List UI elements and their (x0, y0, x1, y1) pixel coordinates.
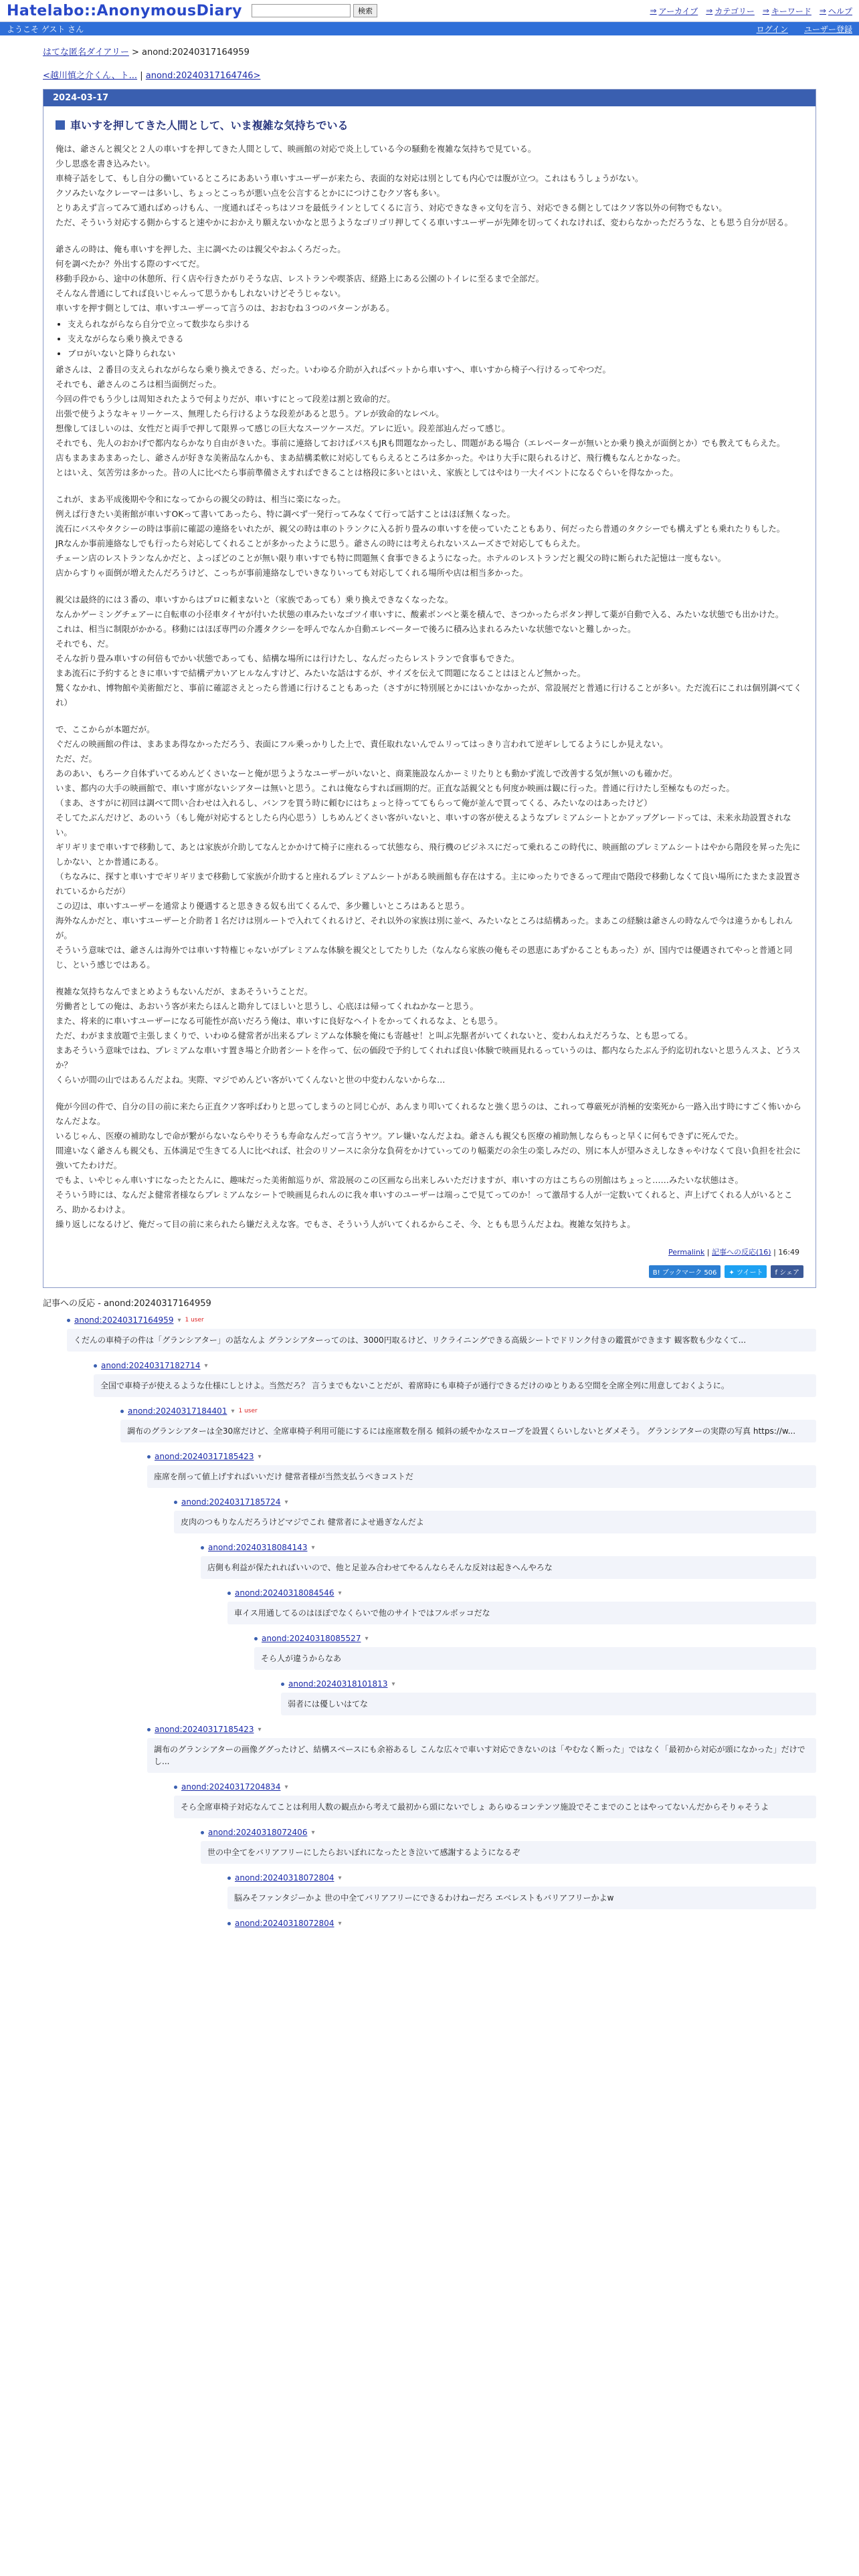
article-paragraph: 海外なんかだと、車いすユーザーと介助者１名だけは別ルートで入れてくれるけど、それ以外の家族は別に並べ、みたいなところは結構あった。まあこの経験は爺さんの時なんで今は違うかもしれんが。 (56, 916, 793, 940)
register-link[interactable]: ユーザー登録 (803, 24, 852, 34)
bullet-icon (281, 1683, 284, 1686)
article-paragraph: そんな折り畳み車いすの何倍もでかい状態であっても、結構な場所には行けたし、なんだったらレストランで食事もできた。 (56, 653, 520, 663)
article-paragraph: これが、まあ平成後期や令和になってからの親父の時は、相当に楽になった。 (56, 494, 346, 504)
login-link[interactable]: ログイン (756, 24, 788, 34)
reaction-link[interactable]: anond:20240317184401 (128, 1406, 227, 1416)
article-paragraph: それでも、だ。 (56, 639, 114, 649)
reaction-title (254, 1631, 816, 1646)
article-paragraph: 車椅子話をして、もし自分の働いているところにああいう車いすユーザーが来たら、表面的な対応は別としても内心では腹が立つ。これはもうしょうがない。 (56, 173, 644, 183)
article-paragraph: チェーン店のレストランなんかだと、よっぽどのことが無い限り車いすでも特に問題無く食事できるようになった。ホテルのレストランだと親父の時に断られた記憶は一度もない。 (56, 553, 727, 563)
collapse-icon[interactable]: ▾ (338, 1589, 342, 1597)
bullet-icon (94, 1364, 97, 1368)
bullet-icon (227, 1592, 231, 1595)
bullet-icon (254, 1637, 258, 1640)
reaction-tree (0, 1313, 859, 1931)
reaction-title (147, 1722, 816, 1737)
collapse-icon[interactable]: ▾ (258, 1725, 262, 1733)
article-paragraph: 複雑な気持ちなんでまとめようもないんだが、まあそういうことだ。 (56, 986, 313, 996)
reaction-link[interactable]: anond:20240318101813 (288, 1679, 388, 1689)
article-paragraph: でもよ、いやじゃん車いすになったとたんに、趣味だった美術館巡りが、常設展のこの区画なら出来しみいただけますが、車いすの方はこちらの別館はちょっと……みたいな状態はさ。 (56, 1175, 743, 1185)
collapse-icon[interactable]: ▾ (311, 1543, 315, 1551)
article-bullet: • 支えながらなら乗り換えできる (68, 332, 803, 346)
reaction-title (174, 1780, 816, 1794)
archive-link[interactable] (650, 5, 698, 17)
article-paragraph: （まあ、さすがに初回は調べて問い合わせは入れるし、バンフを買う時に頼むにはちょっと待っててもらって俺が並んで買ってくる、みたいなのはあったけど） (56, 798, 652, 808)
article-title (56, 117, 803, 132)
tweet-label: ツイート (736, 1269, 763, 1277)
keyword-link-label: キーワード (771, 6, 812, 16)
reaction-excerpt: 座席を削って値上げすればいいだけ 健常者様が当然支払うべきコストだ (147, 1465, 816, 1488)
article-paragraph: 少し思惑を書き込みたい。 (56, 158, 155, 169)
article (43, 106, 816, 1237)
article-paragraph: 出張で使うようなキャリーケース、無理したら行けるような段差があると思う。アレが致命的なレベル。 (56, 409, 444, 419)
hatena-bookmark-button[interactable]: B! ブックマーク 506 (649, 1265, 721, 1278)
reaction-title (227, 1916, 816, 1931)
reaction-excerpt: そら全席車椅子対応なんてことは利用人数の観点から考えて最初から頭にないでしょ あらゆるコンテンツ施設でそこまでのことはやってないんだからそりゃそうよ (174, 1796, 816, 1818)
breadcrumb-root[interactable]: はてな匿名ダイアリー (43, 47, 129, 58)
article-paragraph: そういう時には、なんだよ健常者様ならプレミアムなシートで映画見られんのに我々車いすのユーザーは端っこで見てってのか！って激昂する人が一定数いてくれると、声上げてくれる人がいるところ、助かるわけよ。 (56, 1190, 793, 1214)
bullet-icon (120, 1410, 124, 1413)
collapse-icon[interactable]: ▾ (365, 1634, 369, 1642)
article-paragraph: （ちなみに、探すと車いすでギリギリまで移動して家族が介助すると座れるプレミアムシートがある映画館も存在はする。主にゆったりできるって理由で階段で移動しなくて良い場所にたまたま設置されているからだが） (56, 871, 801, 896)
article-paragraph: ただ、だ。 (56, 754, 97, 764)
reaction-title (201, 1825, 816, 1840)
bird-icon: ✦ (729, 1269, 737, 1277)
category-link-label: カテゴリー (714, 6, 755, 16)
collapse-icon[interactable]: ▾ (284, 1783, 288, 1791)
article-paragraph: これは、相当に制限がかかる。移動にはほぼ専門の介護タクシーを呼んでなんか自動エレベーターで後ろに積み込まれるみたいな状態でないと難しかった。 (56, 624, 636, 634)
arrow-icon: ⇒ (650, 6, 657, 15)
reaction-node (227, 1586, 816, 1624)
archive-link-label: アーカイブ (658, 6, 698, 16)
article-paragraph: くらいが間の山ではあるんだよね。実際、マジでめんどい客がいてくんないと世の中変わんないからな… (56, 1075, 446, 1085)
article-paragraph: 想像してほしいのは、女性だと両手で押して限界って感じの巨大なスーツケースだ。アレに近い。段差部辿んだって感じ。 (56, 423, 510, 433)
reaction-excerpt: 皮肉のつもりなんだろうけどマジでこれ 健常者によせ過ぎなんだよ (174, 1511, 816, 1533)
entry-footer: Permalink | 記事への反応(16) | 16:49 (668, 1248, 799, 1257)
article-paragraph: 親父は最終的には３番の、車いすからはプロに頼まないと（家族であっても）乗り換えできなくなったな。 (56, 595, 454, 605)
reaction-title (94, 1358, 816, 1373)
day-box (43, 89, 816, 1288)
reaction-link[interactable]: anond:20240318085527 (262, 1634, 361, 1643)
reaction-title (227, 1870, 816, 1885)
collapse-icon[interactable]: ▾ (231, 1407, 235, 1415)
article-paragraph: 流石にバスやタクシーの時は事前に確認の連絡をいれたが、親父の時は車のトランクに入る折り畳みの車いすを使っていたこともあり、何だったら普通のタクシーでも構えずとも乗れたりもした。 (56, 524, 785, 534)
welcome-bar (0, 22, 859, 35)
article-title-text: 車いすを押してきた人間として、いま複雑な気持ちでいる (70, 119, 349, 132)
bookmark-users-badge[interactable]: 1 user (185, 1317, 204, 1323)
collapse-icon[interactable]: ▾ (338, 1919, 342, 1927)
reaction-excerpt: 車イス用通してるのはほぼでなくらいで他のサイトではフルボッコだな (227, 1602, 816, 1624)
reaction-excerpt: 世の中全てをバリアフリーにしたらおいぼれになったとき泣いて感謝するようになるぞ (201, 1841, 816, 1864)
article-paragraph: とりあえず言ってみて通ればめっけもん、一度通ればそっちはソコを最低ラインとしてくるに言う、対応できなきゃ文句を言う、対応できる側としてはクソ客以外の何物でもない。 (56, 203, 727, 213)
reaction-node (174, 1495, 816, 1533)
collapse-icon[interactable]: ▾ (284, 1498, 288, 1506)
share-bar (43, 1260, 816, 1287)
reaction-node (201, 1540, 816, 1579)
bullet-icon (227, 1922, 231, 1925)
article-paragraph: 今回の件でもう少しは周知されたようで何よりだが、車いすにとって段差は割と致命的だ。 (56, 394, 395, 404)
reaction-node (67, 1313, 816, 1352)
article-paragraph: 労働者としての俺は、あおいう客が来たらほんと勘弁してほしいと思うし、心底ほは帰ってくれねかなーと思う。 (56, 1001, 478, 1011)
reaction-node (254, 1631, 816, 1670)
article-paragraph: いま、都内の大手の映画館で、車いす席がないシアターは無いと思う。これは俺ならすれば画期的だ。正直な話親父とも何度か映画は観に行った。普通に行けたし至極なものだった。 (56, 783, 735, 793)
reaction-node (227, 1916, 816, 1931)
article-paragraph: 繰り返しになるけど、俺だって目の前に来られたら嫌だええな客。でもさ、そういう人がいてくれるからこそ、今、ともも思うんだよね。複雑な気持ちよ。 (56, 1219, 636, 1229)
reaction-title (281, 1677, 816, 1691)
bullet-icon (227, 1876, 231, 1880)
prev-entry-link[interactable]: <越川慎之介くん、ト... (43, 71, 138, 81)
article-paragraph: 爺さんは、２番目の支えられながらなら乗り換えできる、だった。いわゆる介助が入ればベットから車いすへ、車いすから椅子へ行けるってやつだ。 (56, 364, 611, 374)
site-logo[interactable]: Hatelabo::AnonymousDiary (7, 2, 242, 19)
breadcrumb-current: anond:20240317164959 (142, 47, 250, 58)
reaction-node (120, 1404, 816, 1442)
article-paragraph: ただ、わがまま放題で主張しまくりで、いわゆる健常者が出来るプレミアムな体験を俺にも寄越せ！と叫ぶ先駆者がいてくれないと、変わんねえだろうな、とも思ってる。 (56, 1031, 693, 1041)
reaction-title (174, 1495, 816, 1509)
article-paragraph: そういう意味では、爺さんは海外では車いす特権じゃないがプレミアムな体験を親父としてたりした（なんなら家族の俺もその恩恵にあずかることもあった）が、国内では優遇されてやっと普通と同じ、という感じではある。 (56, 945, 793, 970)
share-button[interactable] (771, 1265, 803, 1278)
breadcrumb-separator: > (128, 47, 142, 58)
permalink-link[interactable]: Permalink (668, 1248, 705, 1257)
breadcrumb (0, 35, 859, 58)
reaction-link[interactable]: anond:20240317185423 (155, 1725, 254, 1734)
article-paragraph: 車いすを押す側としては、車いすユーザーって言うのは、おおむね３つのパターンがある。 (56, 303, 395, 313)
collapse-icon[interactable]: ▾ (204, 1362, 208, 1370)
article-paragraph: 店からすりゃ面倒が増えたんだろうけど、こっちが事前連絡なしでいきなりいっても対応してくれる場所や店は相当多かった。 (56, 568, 529, 578)
article-paragraph: そんなん普通にしてれば良いじゃんって思うかもしれないけどそうじゃない。 (56, 288, 346, 298)
reaction-node (281, 1677, 816, 1715)
article-paragraph: 俺は、爺さんと親父と２人の車いすを押してきた人間として、映画館の対応で炎上している今の騒動を複雑な気持ちで見ている。 (56, 144, 537, 154)
search-input[interactable] (252, 4, 351, 17)
reaction-excerpt: 弱者には優しいはてな (281, 1693, 816, 1715)
arrow-icon: ⇒ (762, 6, 769, 15)
article-paragraph: また、将来的に車いすユーザーになる可能性が高いだろう俺は、車いすに良好なヘイトをかってくれるなよ、とも思う。 (56, 1016, 503, 1026)
article-paragraph: クソみたいなクレーマーは多いし、ちょっとこっちが悪い点を公言するとかににつけこむクソ客も多い。 (56, 188, 445, 198)
article-paragraph: それでも、先人のおかげで都内ならかなり自由がきいた。事前に連絡しておけばバスもJRも問題なかったし、問題がある場合（エレベーターが無いとか乗り換えが面倒とか）でも教えてもらえた。 (56, 438, 785, 448)
bullet-icon (201, 1546, 204, 1549)
day-heading: 2024-03-17 (43, 90, 816, 106)
article-paragraph: この辺は、車いすユーザーを通常より優遇すると思ききる奴も出てくるんで、多少難しいところはあると思う。 (56, 901, 470, 911)
article-paragraph: 爺さんの時は、俺も車いすを押した、主に調べたのは親父やおふくろだった。 (56, 244, 346, 254)
reaction-title (147, 1449, 816, 1464)
reaction-link[interactable]: anond:20240318084546 (235, 1588, 335, 1598)
next-entry-link[interactable]: anond:20240317164746> (145, 71, 261, 81)
article-paragraph: まあ流石に予約するときに車いすで結構デカいアヒルなんすけど、みたいな話はするが、サイズを伝えて問題になることはほとんど無かった。 (56, 668, 586, 678)
article-paragraph: 驚くなかれ、博物館や美術館だと、事前に確認さえとったら普通に行けることもあった（さすがに特別展とかにはいかなかったが、常設展だと普通に行けることが多い。ただ流石にこれは個別調べてくれ） (56, 683, 802, 708)
top-bar (0, 0, 859, 22)
reaction-excerpt: くだんの車椅子の件は「グランシアター」の話なんよ グランシアターってのは、3000円取るけど、リクライニングできる高級シートでドリンク付きの鑑賞ができます 観客数も少なくて... (67, 1329, 816, 1352)
reaction-title (201, 1540, 816, 1555)
help-link-label: ヘルプ (828, 6, 852, 16)
reaction-link[interactable]: anond:20240317185423 (155, 1452, 254, 1461)
article-paragraph: 例えば行きたい美術館が車いすOKって書いてあったら、特に調べず一発行ってみなくて行って話すことはほぼ無くなった。 (56, 509, 515, 519)
reaction-link[interactable]: anond:20240318072804 (235, 1919, 335, 1928)
reaction-excerpt: そら人が違うからなあ (254, 1647, 816, 1670)
reaction-link[interactable]: anond:20240317182714 (101, 1361, 201, 1370)
search-button[interactable]: 検索 (353, 4, 377, 17)
reaction-node (227, 1870, 816, 1909)
article-paragraph: 俺が今回の件で、自分の目の前に来たら正直クソ客呼ばわりと思ってしまうのと同じ心が、あんまり叩いてくれるなと強く思うのは、これって尊厳死が消極的安楽死から一路入出す時にすごく怖いからなんだよな。 (56, 1101, 801, 1126)
bullet-icon (174, 1501, 177, 1504)
reaction-link[interactable]: anond:20240318084143 (208, 1543, 308, 1552)
reaction-link[interactable]: anond:20240318072804 (235, 1873, 335, 1883)
reaction-link[interactable]: anond:20240317204834 (181, 1782, 281, 1792)
reaction-link[interactable]: anond:20240317185724 (181, 1497, 281, 1507)
reaction-node (174, 1780, 816, 1818)
article-paragraph: いるじゃん、医療の補助なしで命が繋がらないならやりそうも寿命なんだって言うヤツ。アレ嫌いなんだよね。爺さんも親父も医療の補助無しならもっと早くに何もできずに死んでた。 (56, 1131, 743, 1141)
article-paragraph: 移動手段から、途中の休憩所、行く店や行きたがりそうな店、レストランや喫茶店、経路上にある公園のトイレに至るまで全部だ。 (56, 274, 545, 284)
article-paragraph: なんかゲーミングチェアーに自転車の小径車タイヤが付いた状態の車みたいなゴツイ車いすに、酸素ボンベと薬を積んで、さつかったらボタン押して薬が自動で入る、みたいな状態でも出かけた。 (56, 609, 784, 619)
article-bullet-list (56, 317, 803, 361)
reaction-excerpt: 調布のグランシアターは全30席だけど、全席車椅子利用可能にするには座席数を削る 傾斜の緩やかなスロープを設置くらいしないとダメそう。 グランシアターの実際の写真 https://w... (120, 1420, 816, 1442)
collapse-icon[interactable]: ▾ (391, 1680, 395, 1688)
article-paragraph: ギリギリまで車いすで移動して、あとは家族が介助してなんとかかけて椅子に座れるって状態なら、飛行機のビジネスにだって乗れるこの時代に、映画館のプレミアムシートはやから階段を昇った先にしかない、とか普通にある。 (56, 842, 801, 867)
reaction-excerpt: 店側も利益が保たれればいいので、他と足並み合わせてやるんならそんな反対は起きへんやろな (201, 1556, 816, 1579)
reaction-node (201, 1825, 816, 1864)
arrow-icon: ⇒ (819, 6, 826, 15)
reaction-node (94, 1358, 816, 1397)
bullet-icon (174, 1786, 177, 1789)
reactions-header: 記事への反応 - anond:20240317164959 (43, 1299, 211, 1309)
reaction-title (67, 1313, 816, 1327)
article-body (56, 142, 803, 1232)
bullet-icon (67, 1319, 70, 1322)
article-paragraph: 店もまあまあまあったし、爺さんが好きな美術品なんかも、まあ結構柔軟に対応してもらえるところは多かった。やはり大手に限られるけど、飛行機もなんとかなった。 (56, 453, 686, 463)
bullet-icon (147, 1728, 151, 1731)
reaction-link[interactable]: anond:20240318072406 (208, 1828, 308, 1837)
collapse-icon[interactable]: ▾ (177, 1316, 181, 1324)
reaction-excerpt: 全国で車椅子が使えるような仕様にしとけよ。当然だろ？ 言うまでもないことだが、着席時にも車椅子が通行できるだけのゆとりある空間を全席全列に用意しておくように。 (94, 1374, 816, 1397)
article-paragraph: あのあい、もろーク自体ずいてるめんどくさいなーと俺が思うようなユーザーがいないと、商業施設なんかーミリたりとも動かず流しで改善する気が無いのも確かだ。 (56, 768, 678, 778)
reaction-title (227, 1586, 816, 1600)
article-paragraph: そしてたぶんだけど、あのいう（もし俺が対応するとしたら内心思う）しちめんどくさい客がいないと、車いすの客が使えるようなプレミアムシートとかアップグレードっては、未来永劫設置されない。 (56, 813, 791, 837)
article-paragraph: ぐだんの映画館の件は、まあまあ得なかっただろう、表面にフル乗っかりした上で、責任取れないんでムリってはっきり言われて逆ギレしてるようにしか見えない。 (56, 739, 668, 749)
reaction-link[interactable]: anond:20240317164959 (74, 1315, 174, 1325)
welcome-text: ようこそ ゲスト さん (7, 24, 84, 34)
bullet-icon (147, 1455, 151, 1459)
reaction-node (147, 1722, 816, 1773)
arrow-icon: ⇒ (706, 6, 713, 15)
article-paragraph: JRなんか事前連絡なしでも行ったら対応してくれることが多かったように思う。爺さんの時には考えられないスムーズさで対応してもらえた。 (56, 538, 585, 548)
keyword-link[interactable] (763, 5, 812, 17)
reaction-excerpt: 調布のグランシアターの画像ググったけど、結構スペースにも余裕あるし こんな広々で車いす対応できないのは「やむなく断った」ではなく「最初から対応が頭になかった」だけでし... (147, 1738, 816, 1773)
entry-time: 16:49 (778, 1248, 799, 1257)
tweet-button[interactable] (725, 1265, 767, 1278)
square-icon (56, 120, 65, 130)
article-paragraph: まあそういう意味ではね、プレミアムな車いす置き場と介助者シートを作って、伝の価段で予約してくれれば良い体験で映画見れるっていうのは、都内ならたぶん予約迄切れないと思うんスよ、どうスか？ (56, 1045, 801, 1070)
reactions-link[interactable]: 記事への反応(16) (712, 1248, 771, 1257)
share-label: シェア (779, 1269, 799, 1277)
article-paragraph: とはいえ、気苦労は多かった。昔の人に比べたら事前準備さえすればできることは格段に多いとはいえ、家族としてはやはり一大イベントになるぐらいを得なかった。 (56, 467, 678, 477)
bookmark-users-badge[interactable]: 1 user (238, 1408, 258, 1414)
article-bullet: • 支えられながらなら自分で立って数歩なら歩ける (68, 317, 803, 332)
reaction-title (120, 1404, 816, 1418)
pager-separator: | (137, 71, 146, 81)
entry-pager (0, 58, 859, 89)
bullet-icon (201, 1831, 204, 1834)
help-link[interactable] (820, 5, 852, 17)
collapse-icon[interactable]: ▾ (311, 1828, 315, 1836)
reaction-node (147, 1449, 816, 1488)
article-paragraph: 間違いなく爺さんも親父も、五体満足で生きてる人に比べれば、社会のリソースに余分な負荷をかけていってのり幅薬だの余生の楽しみだの、別に本人が望みさえしなきゃやけなくて良い負担を社会に強いてたわけだ。 (56, 1146, 801, 1170)
top-links (650, 5, 853, 17)
article-paragraph: で、ここからが本題だが。 (56, 724, 155, 734)
reaction-excerpt: 脳みそファンタジーかよ 世の中全てバリアフリーにできるわけねーだろ エベレストもバリアフリーかよw (227, 1887, 816, 1909)
category-link[interactable] (706, 5, 755, 17)
search-form (252, 4, 377, 17)
collapse-icon[interactable]: ▾ (258, 1453, 262, 1461)
article-paragraph: ただ、そういう対応する側からすると速やかにおかえり願えないかなと思うようなゴリゴリ押してくる車いすユーザーが先陣を切ってくれなければ、変わらなかっただろうな、とも思う自分が居る。 (56, 217, 793, 227)
collapse-icon[interactable]: ▾ (338, 1874, 342, 1882)
article-paragraph: 何を調べたか？外出する際のすべてだ。 (56, 259, 205, 269)
facebook-icon: f (775, 1269, 780, 1277)
article-paragraph: それでも、爺さんのころは相当面倒だった。 (56, 379, 221, 389)
article-bullet: • ブロがいないと降りられない (68, 346, 803, 361)
